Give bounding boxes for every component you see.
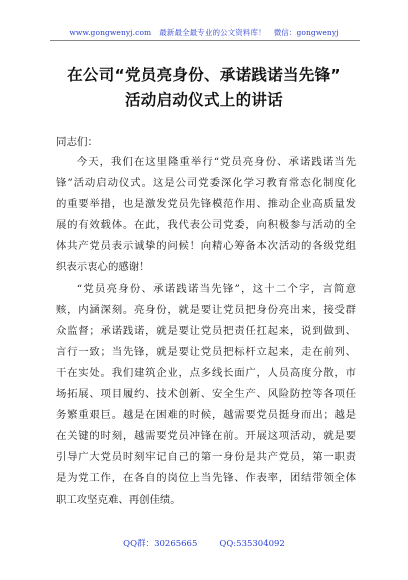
body-line: 引导广大党员时刻牢记自己的第一身份是共产党员，第一职责 (56, 451, 356, 464)
body-line: 众监督；承诺践诺，就是要让党员把责任扛起来，说到做到、 (56, 324, 356, 337)
body-line: 干在实处。我们建筑企业，点多线长面广，人员高度分散，市 (56, 366, 356, 379)
document-title-line-1: 在公司“党员亮身份、承诺践诺当先锋” (67, 66, 341, 84)
speech-body (56, 152, 356, 511)
page-footer (0, 537, 408, 549)
header-site-link[interactable]: www.gongwenyj.com (69, 28, 152, 37)
body-line: 展的有效载体。在此，我代表公司党委，向积极参与活动的全 (56, 219, 356, 232)
body-line: 务繁重艰巨。越是在困难的时候，越需要党员挺身而出；越是 (56, 409, 356, 422)
body-line: 锋”活动启动仪式。这是公司党委深化学习教育常态化制度化 (56, 177, 356, 190)
body-line: 职工攻坚克难、再创佳绩。 (56, 493, 181, 506)
body-line: 言行一致；当先锋，就是要让党员把标杆立起来，走在前列、 (56, 345, 356, 358)
body-line: 赅，内涵深刻。亮身份，就是要让党员把身份亮出来，接受群 (56, 303, 356, 316)
body-line: 织表示衷心的感谢！ (56, 261, 150, 274)
document-title-line-2: 活动启动仪式上的讲话 (124, 91, 283, 109)
body-line: 场拓展、项目履约、技术创新、安全生产、风险防控等各项任 (56, 388, 356, 401)
body-line: 今天，我们在这里隆重举行“党员亮身份、承诺践诺当先 (76, 156, 356, 168)
greeting: 同志们： (56, 136, 98, 148)
footer-qq: QQ:535304092 (219, 539, 285, 549)
body-line: “党员亮身份、承诺践诺当先锋”，这十二个字，言简意 (76, 282, 356, 295)
body-line: 在关键的时刻，越需要党员冲锋在前。开展这项活动，就是要 (56, 430, 356, 443)
header-divider (50, 40, 360, 41)
body-line: 的重要举措，也是激发党员先锋模范作用、推动企业高质量发 (56, 198, 356, 211)
footer-qq-group: QQ群：30265665 (123, 539, 198, 549)
body-line: 体共产党员表示诚挚的问候！向精心筹备本次活动的各级党组 (56, 240, 356, 253)
page-header (0, 27, 408, 38)
header-slogan: 最新最全最专业的公文资料库！ (159, 28, 266, 37)
body-line: 是为党工作，在各自的岗位上当先锋、作表率，团结带领全体 (56, 472, 356, 485)
header-wechat: 微信：gongwenyj (273, 28, 339, 37)
